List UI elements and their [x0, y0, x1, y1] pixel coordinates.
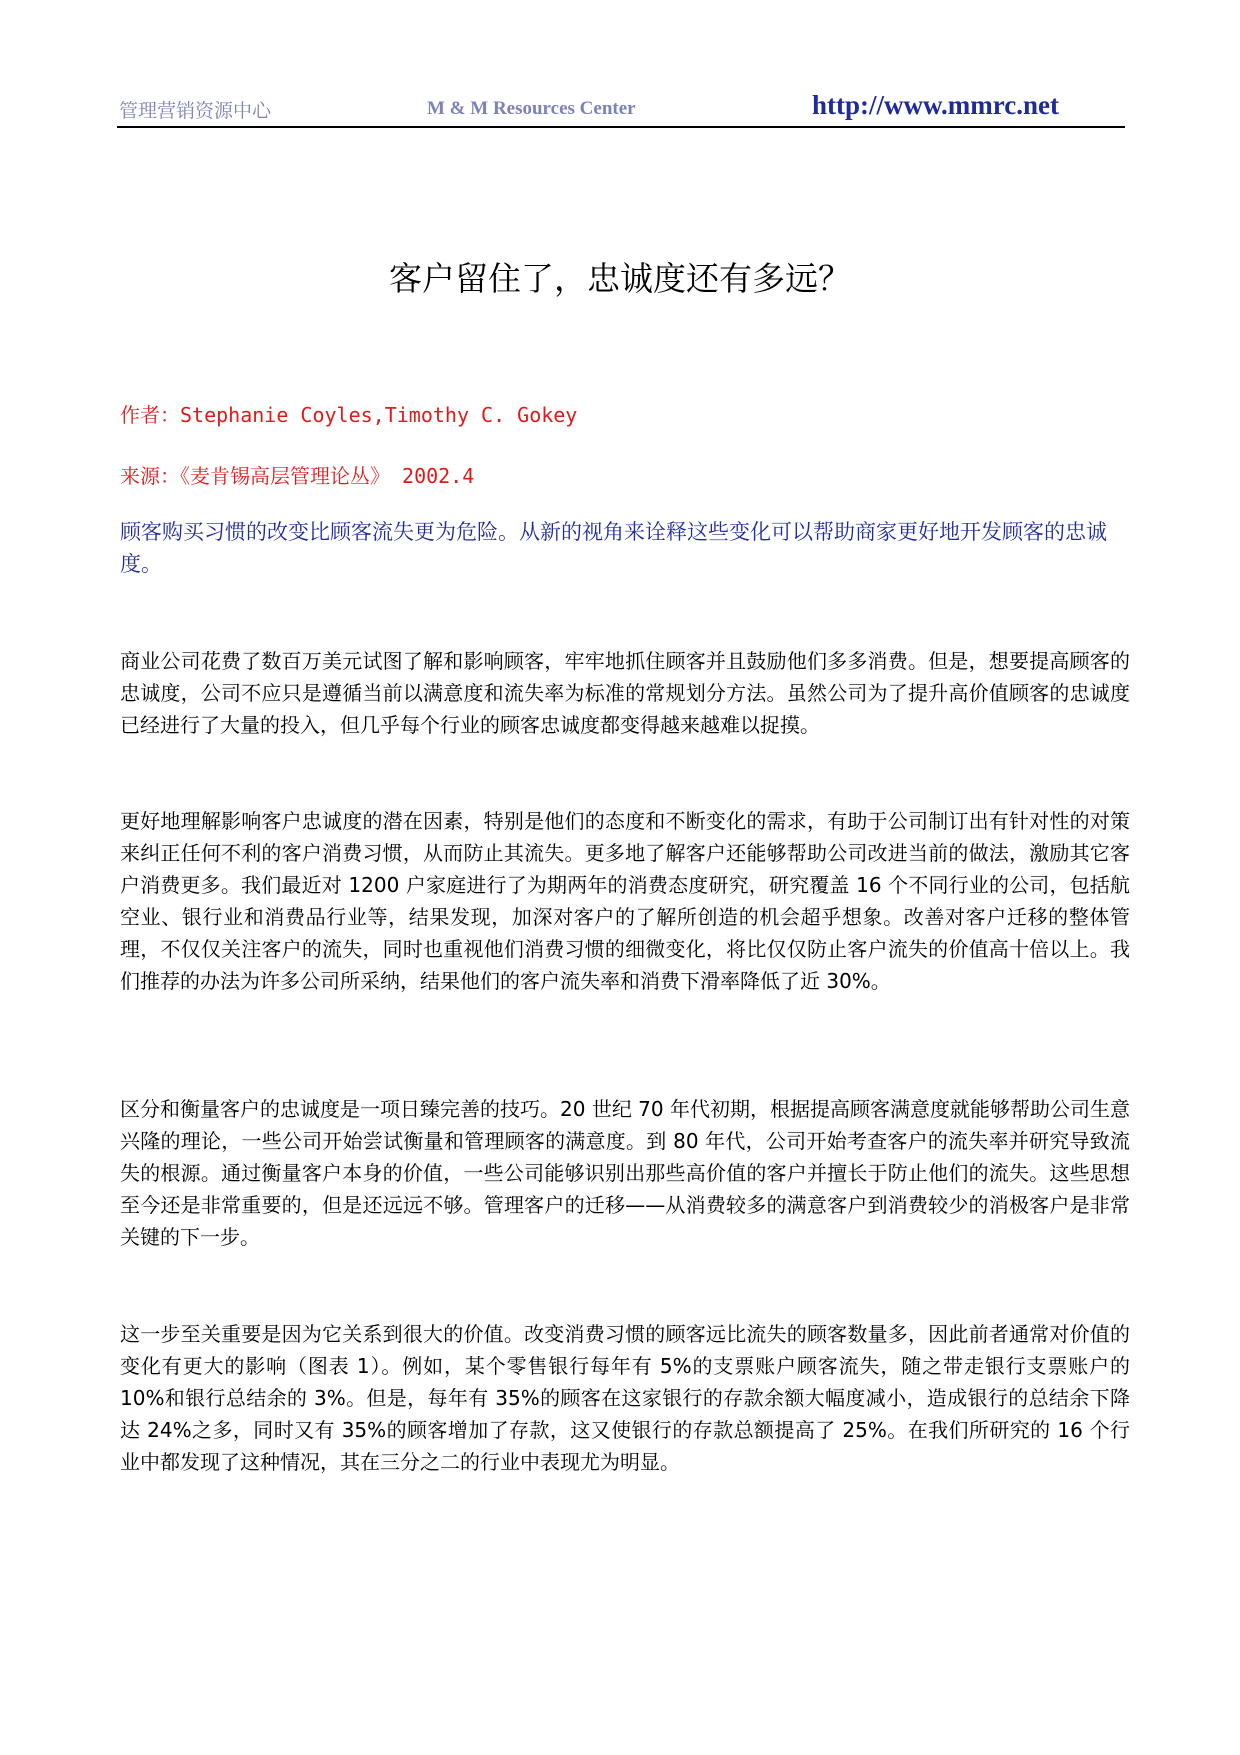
source-line: 来源：《麦肯锡高层管理论丛》 2002.4	[120, 464, 475, 488]
author-line: 作者：Stephanie Coyles,Timothy C. Gokey	[120, 403, 578, 427]
article-abstract: 顾客购买习惯的改变比顾客流失更为危险。从新的视角来诠释这些变化可以帮助商家更好地开发顾客的忠诚度。	[120, 520, 1107, 576]
body-paragraph-2: 更好地理解影响客户忠诚度的潜在因素，特别是他们的态度和不断变化的需求，有助于公司制订出有针对性的对策来纠正任何不利的客户消费习惯，从而防止其流失。更多地了解客户还能够帮助公司改进当前的做法，激励其它客户消费更多。我们最近对 1200 户家庭进行了为期两年的消费态度研究，研究覆盖 16 个不同行业的公司，包括航空业、银行业和消费品行业等，结果发现，加深对客户的了解所创造的机会超乎想象。改善对客户迁移的整体管理，不仅仅关注客户的流失，同时也重视他们消费习惯的细微变化，将比仅仅防止客户流失的价值高十倍以上。我们推荐的办法为许多公司所采纳，结果他们的客户流失率和消费下滑率降低了近 30%。	[120, 809, 1130, 993]
header-org-cn: 管理营销资源中心	[119, 100, 272, 122]
body-paragraph-1: 商业公司花费了数百万美元试图了解和影响顾客，牢牢地抓住顾客并且鼓励他们多多消费。但是，想要提高顾客的忠诚度，公司不应只是遵循当前以满意度和流失率为标准的常规划分方法。虽然公司为了提升高价值顾客的忠诚度已经进行了大量的投入，但几乎每个行业的顾客忠诚度都变得越来越难以捉摸。	[120, 649, 1130, 737]
article-title: 客户留住了，忠诚度还有多远？	[389, 259, 851, 298]
page-header	[117, 90, 1125, 128]
header-url-link[interactable]: http://www.mmrc.net	[812, 90, 1059, 120]
body-paragraph-3: 区分和衡量客户的忠诚度是一项日臻完善的技巧。20 世纪 70 年代初期，根据提高顾客满意度就能够帮助公司生意兴隆的理论，一些公司开始尝试衡量和管理顾客的满意度。到 80 年代，公司开始考查客户的流失率并研究导致流失的根源。通过衡量客户本身的价值，一些公司能够识别出那些高价值的客户并擅长于防止他们的流失。这些思想至今还是非常重要的，但是还远远不够。管理客户的迁移——从消费较多的满意客户到消费较少的消极客户是非常关键的下一步。	[120, 1097, 1130, 1249]
header-org-en: M & M Resources Center	[427, 98, 636, 119]
body-paragraph-4: 这一步至关重要是因为它关系到很大的价值。改变消费习惯的顾客远比流失的顾客数量多，因此前者通常对价值的变化有更大的影响（图表 1）。例如，某个零售银行每年有 5%的支票账户顾客流失，随之带走银行支票账户的 10%和银行总结余的 3%。但是，每年有 35%的顾客在这家银行的存款余额大幅度减小，造成银行的总结余下降达 24%之多，同时又有 35%的顾客增加了存款，这又使银行的存款总额提高了 25%。在我们所研究的 16 个行业中都发现了这种情况，其在三分之二的行业中表现尤为明显。	[120, 1322, 1130, 1474]
